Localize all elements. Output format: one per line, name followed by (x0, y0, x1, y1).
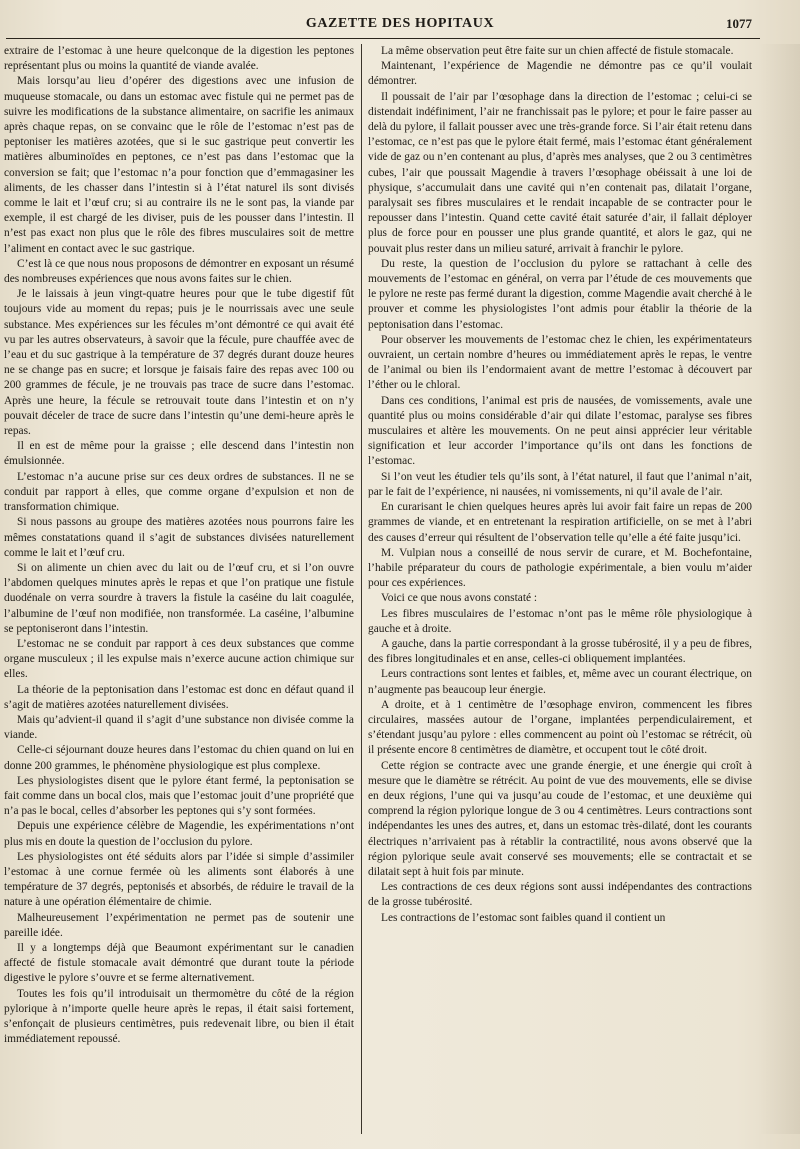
right-column (368, 44, 752, 1139)
paragraph: Il en est de même pour la graisse ; elle descend dans l’intestin non émulsionnée. (4, 440, 354, 468)
paragraph: Les physiologistes disent que le pylore étant fermé, la peptonisation se fait comme dans un bocal clos, mais que l’estomac jouit d’une propriété que n’a pas le bocal, celles d’absorber les peptones qui s’y sont formées. (4, 774, 354, 818)
page-header (0, 14, 800, 36)
paragraph: Je le laissais à jeun vingt-quatre heures pour que le tube digestif fût toujours vide au moment du repas; puis je le nourrissais avec une seule substance. Mes expériences sur les fécules m’ont démontré ce qui avait été vu par les autres observateurs, à savoir que la fécule, pure chauffée avec de l’eau et du suc gastrique à la température de 37 degrés durant douze heures ne se change pas en sucre; et lorsque je faisais faire des repas avec 100 ou 200 grammes de fécule, je ne trouvais pas trace de sucre dans l’estomac. Après une heure, la fécule se retrouvait toute dans l’intestin et on n’y pouvait déceler de trace de sucre dans l’intestin qu’une demi-heure après le repas. (4, 288, 354, 438)
paragraph: L’estomac n’a aucune prise sur ces deux ordres de substances. Il ne se conduit par rapport à elles, que comme organe d’expulsion et non de transformation chimique. (4, 470, 354, 514)
paragraph: Cette région se contracte avec une grande énergie, et une énergie qui croît à mesure que le diamètre se rétrécit. Au point de vue des mouvements, elle se divise en deux régions, l’une qui va jusqu’au coude de l’estomac, et une deuxième qui comprend la région pylorique longue de 3 ou 4 centimètres. Leurs contractions sont indépendantes les unes des autres, et, dans un estomac très-dilaté, dont les courants électriques n’arrivaient pas à rétablir la contractilité, nous avons observé que la région pylorique seule avait conservé ses mouvements; elle se contractait et se dilatait sept à huit fois par minute. (368, 759, 752, 878)
paragraph: Les contractions de ces deux régions sont aussi indépendantes des contractions de la grosse tubérosité. (368, 881, 752, 909)
paragraph: A droite, et à 1 centimètre de l’œsophage environ, commencent les fibres circulaires, massées autour de l’organe, implantées perpendiculairement, et s’étendant jusqu’au pylore : elles commencent au point où l’estomac se rétrécit, où il présente encore 8 centimètres de diamètre, et occupent tout le côté droit. (368, 698, 752, 757)
paragraph: C’est là ce que nous nous proposons de démontrer en exposant un résumé des nombreuses expériences que nous avons faites sur le chien. (4, 257, 354, 286)
paragraph: Les physiologistes ont été séduits alors par l’idée si simple d’assimiler l’estomac à une cornue fermée où les aliments sont élaborés à une température de 37 degrés, peptonisés et absorbés, de réduire le travail de la nature à une opération élémentaire de chimie. (4, 850, 354, 909)
paragraph: Celle-ci séjournant douze heures dans l’estomac du chien quand on lui en donne 200 grammes, le phénomène physiologique est plus complexe. (4, 744, 354, 772)
paragraph: Voici ce que nous avons constaté : (381, 592, 538, 605)
paragraph: Les contractions de l’estomac sont faibles quand il contient un (381, 911, 666, 924)
paragraph: M. Vulpian nous a conseillé de nous servir de curare, et M. Bochefontaine, l’habile préparateur du cours de pathologie expérimentale, a bien voulu m’aider pour ces expériences. (368, 546, 752, 590)
page-number: 1077 (726, 16, 752, 31)
paragraph: A gauche, dans la partie correspondant à la grosse tubérosité, il y a peu de fibres, des fibres longitudinales et en anse, celles-ci obliquement implantées. (368, 637, 752, 666)
paragraph: Du reste, la question de l’occlusion du pylore se rattachant à celle des mouvements de l’estomac en général, on verra par l’étude de ces mouvements que le pylore ne reste pas fermé durant la digestion, comme Magendie avait cherché à le prouver et comme les physiologistes l’ont admis pour établir la théorie de la peptonisation dans l’estomac. (368, 257, 752, 331)
paragraph: Il poussait de l’air par l’œsophage dans la direction de l’estomac ; celui-ci se distendait indéfiniment, l’air ne franchissait pas le pylore; et pour le faire passer au delà du pylore, il fallait pousser avec une très-grande force. Si l’air était retenu dans l’estomac, ce n’est pas que le pylore était fermé, mais l’estomac étant généralement vide de gaz ou n’en contenant au plus, d’après mes analyses, que 2 ou 3 centimètres cubes, l’air que poussait Magendie à travers l’œsophage obéissait à une loi de physique, s’accumulait dans une cavité qui n’en contenait pas, dilatait l’organe, paralysait ses fibres musculaires et le rendait incapable de se contracter pour le repousser dans l’intestin. Quand cette cavité était saturée d’air, il fallait déployer plus de force pour en pousser une plus grande quantité, et alors le gaz, qui ne pouvait plus rester dans un milieu saturé, arrivait à franchir le pylore. (368, 90, 752, 255)
paragraph: Pour observer les mouvements de l’estomac chez le chien, les expérimentateurs ouvraient, un certain nombre d’heures ou immédiatement après le repas, le ventre de l’animal ou bien ils l’endormaient avant de mettre l’estomac à découvert par l’éther ou le chloral. (368, 333, 752, 392)
paragraph: Il y a longtemps déjà que Beaumont expérimentant sur le canadien affecté de fistule stomacale avait démontré que durant toute la période digestive le pylore s’ouvre et se ferme alternativement. (4, 941, 354, 985)
paragraph: Si on alimente un chien avec du lait ou de l’œuf cru, et si l’on ouvre l’abdomen quelques minutes après le repas et que l’on pratique une fistule duodénale on verra sourdre à travers la fistule la caséine du lait coagulée, l’albumine de l’œuf non modifiée, non transformée. La caséine, l’albumine se peptoniseront dans l’intestin. (4, 561, 354, 635)
paragraph: Dans ces conditions, l’animal est pris de nausées, de vomissements, avale une quantité plus ou moins considérable d’air qui dilate l’estomac, paralyse ses fibres musculaires et altère les mouvements. On ne peut ainsi apprécier leur véritable signification et leur accorder l’importance qu’ils ont dans les fonctions de l’estomac. (368, 394, 752, 468)
journal-title: GAZETTE DES HOPITAUX (305, 16, 495, 31)
paragraph: Maintenant, l’expérience de Magendie ne démontre pas ce qu’il voulait démontrer. (368, 60, 752, 88)
paragraph: Leurs contractions sont lentes et faibles, et, même avec un courant électrique, on n’augmente pas beaucoup leur énergie. (368, 668, 752, 696)
paragraph: Depuis une expérience célèbre de Magendie, les expérimentations n’ont plus mis en doute la question de l’occlusion du pylore. (4, 820, 354, 848)
paragraph: Si nous passons au groupe des matières azotées nous pourrons faire les mêmes constatations quand il s’agit de substances divisées naturellement comme le lait et l’œuf cru. (4, 516, 354, 559)
paragraph: L’estomac ne se conduit par rapport à ces deux substances que comme organe musculeux ; il les expulse mais n’exerce aucune action chimique sur elles. (4, 637, 354, 681)
paragraph: Si l’on veut les étudier tels qu’ils sont, à l’état naturel, il faut que l’animal n’ait, par le fait de l’expérience, ni nausées, ni vomissements, ni qu’il avale de l’air. (368, 470, 752, 498)
page-edge-shadow (758, 44, 800, 1134)
column-divider (361, 44, 362, 1134)
paragraph: Malheureusement l’expérimentation ne permet pas de soutenir une pareille idée. (4, 911, 354, 939)
paragraph: Mais lorsqu’au lieu d’opérer des digestions avec une infusion de muqueuse stomacale, ou dans un estomac avec fistule qui ne permet pas de suivre les modifications de la substance alimentaire, on sacrifie les animaux après chaque repas, on se convainc que le rôle de l’estomac n’est pas de peptoniser les matières azotées, que si le suc gastrique peut convertir les matières albuminoïdes en peptones, ce n’est pas dans l’estomac que la conversion se fait; que l’estomac n’a pour fonction que d’emmagasiner les aliments, de les chasser dans l’intestin si à l’état naturel ils sont divisés comme le lait et l’œuf cru; si au contraire ils ne le sont pas, la viande par exemple, il est chargé de les diviser, puis de les pousser dans l’intestin. Il n’est pas exact non plus que le rôle des fibres musculaires soit de mettre l’aliment en contact avec le suc gastrique. (4, 75, 354, 255)
left-column (4, 44, 354, 1139)
paragraph: En curarisant le chien quelques heures après lui avoir fait faire un repas de 200 grammes de viande, et en entretenant la respiration artificielle, on se met à l’abri des causes d’erreur qui résultent de l’observation telle qu’elle a été faite jusqu’ici. (368, 501, 752, 544)
paragraph: Mais qu’advient-il quand il s’agit d’une substance non divisée comme la viande. (4, 713, 354, 742)
header-rule (6, 38, 760, 39)
paragraph: extraire de l’estomac à une heure quelconque de la digestion les peptones représentant plus ou moins la quantité de viande avalée. (4, 45, 354, 73)
paragraph: Les fibres musculaires de l’estomac n’ont pas le même rôle physiologique à gauche et à droite. (368, 607, 752, 635)
paragraph: Toutes les fois qu’il introduisait un thermomètre du côté de la région pylorique à n’importe quelle heure après le repas, il était saisi fortement, s’enfonçait de plusieurs centimètres, puis redevenait libre, ou bien il était immédiatement repoussé. (4, 987, 354, 1046)
paragraph: La même observation peut être faite sur un chien affecté de fistule stomacale. (381, 45, 734, 57)
paragraph: La théorie de la peptonisation dans l’estomac est donc en défaut quand il s’agit de matières azotées naturellement divisées. (4, 683, 354, 711)
